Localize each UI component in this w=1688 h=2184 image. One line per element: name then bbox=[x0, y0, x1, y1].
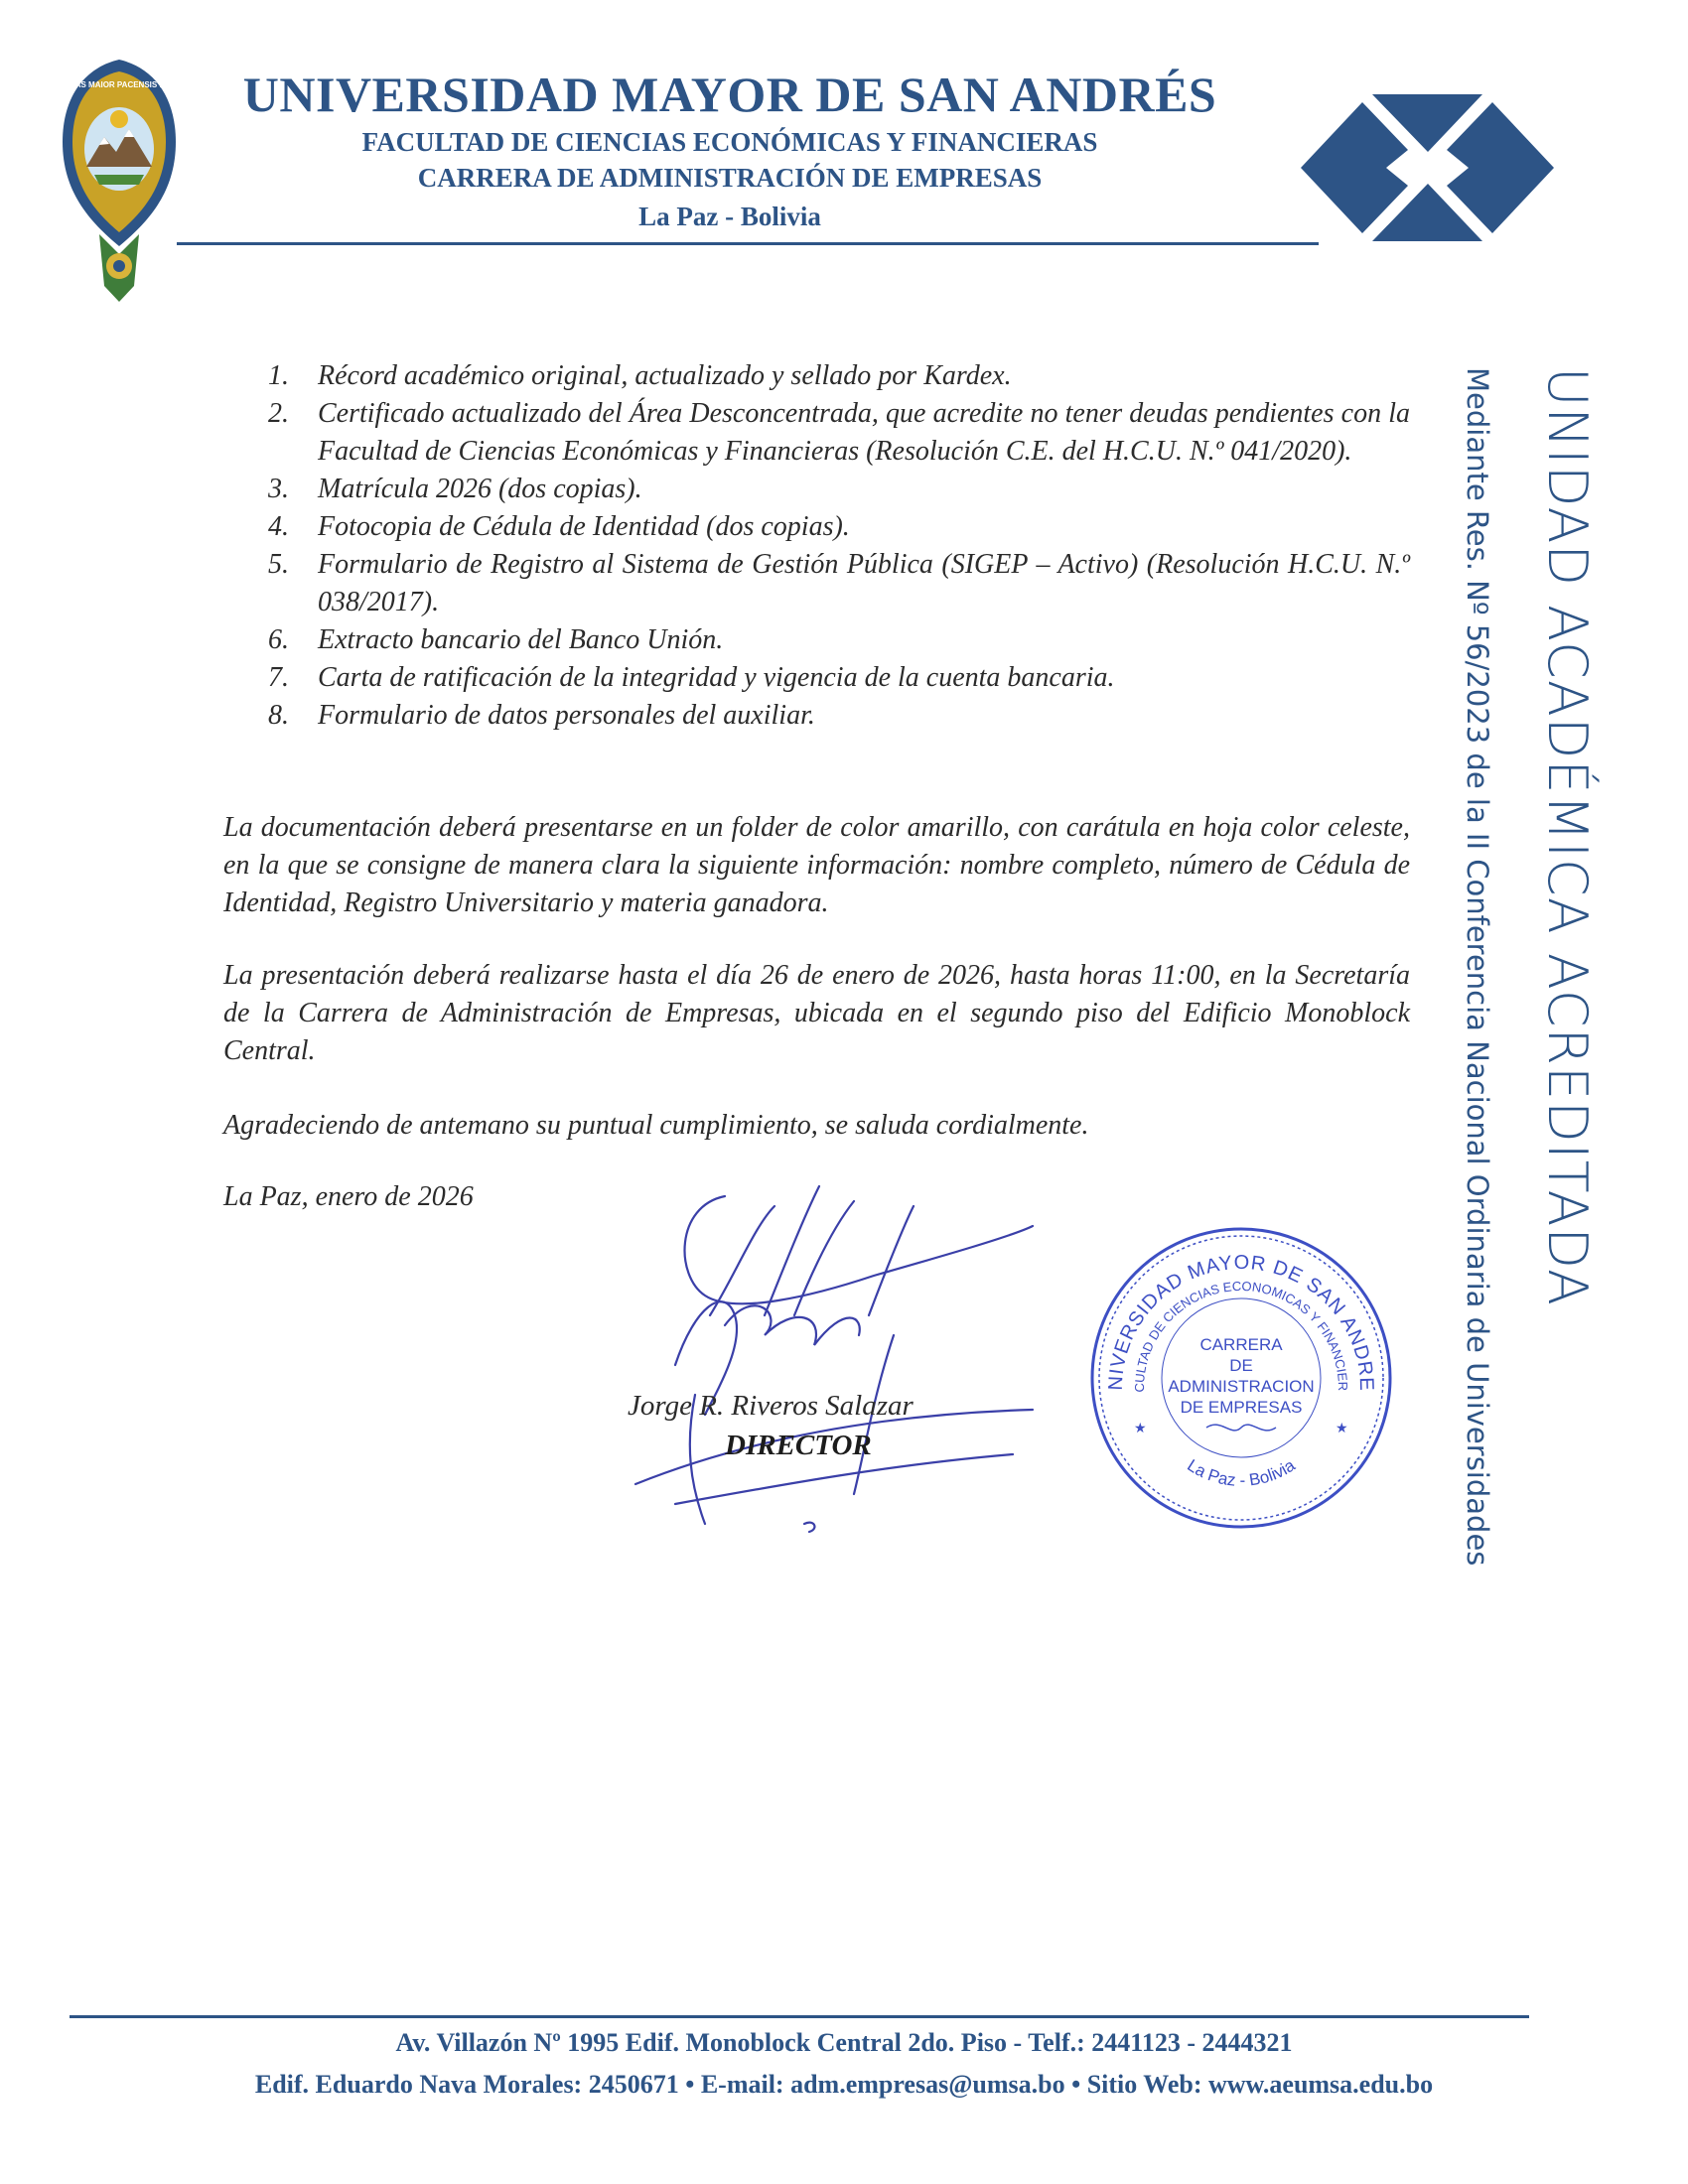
career-name: CARRERA DE ADMINISTRACIÓN DE EMPRESAS bbox=[417, 163, 1043, 193]
footer-address: Av. Villazón Nº 1995 Edif. Monoblock Central 2do. Piso - Telf.: 2441123 - 2444321 bbox=[395, 2028, 1293, 2057]
signatory-role: DIRECTOR bbox=[725, 1430, 872, 1461]
folder-instructions-paragraph: La documentación deberá presentarse en un folder de color amarillo, con carátula en hoja color celeste, en la que se consigne de manera clara la siguiente información: nombre completo, número de Cédula de Identidad, Registro Universitario y materia ganadora. bbox=[223, 812, 1410, 918]
deadline-paragraph: La presentación deberá realizarse hasta el día 26 de enero de 2026, hasta horas 11:00, en la Secretaría de la Carrera de Administración de Empresas, ubicada en el segundo piso del Edificio Monoblock Central. bbox=[223, 960, 1410, 1066]
list-text: Fotocopia de Cédula de Identidad (dos copias). bbox=[318, 511, 850, 542]
list-item bbox=[223, 621, 1410, 659]
official-stamp bbox=[1082, 1219, 1400, 1537]
list-number: 4. bbox=[268, 511, 289, 542]
footer-contacts: Edif. Eduardo Nava Morales: 2450671 • E-mail: adm.empresas@umsa.bo • Sitio Web: www.aeumsa.edu.bo bbox=[254, 2070, 1434, 2099]
list-item bbox=[223, 395, 1410, 471]
university-title: UNIVERSIDAD MAYOR DE SAN ANDRÉS bbox=[242, 67, 1217, 122]
list-number: 8. bbox=[268, 700, 289, 731]
place-date: La Paz, enero de 2026 bbox=[223, 1181, 474, 1212]
requirements-list bbox=[223, 357, 1410, 735]
stamp-center-line: DE bbox=[1229, 1356, 1253, 1375]
list-text: Formulario de datos personales del auxiliar. bbox=[318, 700, 815, 731]
header-divider bbox=[177, 242, 1319, 245]
city-label: La Paz - Bolivia bbox=[638, 202, 821, 231]
list-number: 2. bbox=[268, 398, 289, 429]
list-number: 5. bbox=[268, 549, 289, 580]
faculty-name: FACULTAD DE CIENCIAS ECONÓMICAS Y FINANCIERAS bbox=[361, 127, 1098, 157]
list-text: Carta de ratificación de la integridad y vigencia de la cuenta bancaria. bbox=[318, 662, 1115, 693]
list-text: Extracto bancario del Banco Unión. bbox=[318, 624, 724, 655]
closing-paragraph: Agradeciendo de antemano su puntual cumplimiento, se saluda cordialmente. bbox=[223, 1110, 1089, 1141]
stamp-center-line: CARRERA bbox=[1199, 1335, 1283, 1354]
signatory-name: Jorge R. Riveros Salazar bbox=[628, 1390, 914, 1422]
list-number: 1. bbox=[268, 360, 289, 391]
footer-divider bbox=[70, 2015, 1529, 2018]
list-item bbox=[223, 471, 1410, 508]
stamp-center-line: DE EMPRESAS bbox=[1180, 1398, 1303, 1417]
list-item bbox=[223, 697, 1410, 735]
stamp-inner-text: CULTAD DE CIENCIAS ECONOMICAS Y FINANCIER bbox=[1131, 1278, 1351, 1393]
accreditation-side-banner bbox=[1455, 367, 1599, 1837]
stamp-outer-text: NIVERSIDAD MAYOR DE SAN ANDRE bbox=[1104, 1251, 1378, 1392]
list-item bbox=[223, 546, 1410, 621]
list-number: 3. bbox=[268, 474, 289, 504]
list-text: Récord académico original, actualizado y sellado por Kardex. bbox=[318, 360, 1012, 391]
list-text: Certificado actualizado del Área Desconcentrada, que acredite no tener deudas pendientes con la Facultad de Ciencias Económicas y Financieras (Resolución C.E. del H.C.U. N.º 041/2020). bbox=[318, 398, 1410, 467]
list-item bbox=[223, 357, 1410, 395]
list-number: 6. bbox=[268, 624, 289, 655]
university-crest-logo bbox=[33, 58, 206, 306]
list-text: Formulario de Registro al Sistema de Gestión Pública (SIGEP – Activo) (Resolución H.C.U. N.º 038/2017). bbox=[318, 549, 1410, 617]
career-diamond-logo bbox=[1301, 94, 1554, 241]
svg-text:★: ★ bbox=[1336, 1421, 1348, 1436]
accreditation-resolution: Mediante Res. Nº 56/2023 de la II Conferencia Nacional Ordinaria de Universidades bbox=[1461, 367, 1494, 1567]
crest-motto: UNIVERSITAS MAIOR PACENSIS DIVI ANDRE bbox=[33, 80, 206, 89]
list-item bbox=[223, 508, 1410, 546]
accreditation-title: UNIDAD ACADÉMICA ACREDITADA bbox=[1536, 367, 1599, 1306]
list-number: 7. bbox=[268, 662, 289, 693]
handwritten-signature bbox=[616, 1166, 1043, 1544]
stamp-center-line: ADMINISTRACION bbox=[1168, 1377, 1315, 1396]
list-text: Matrícula 2026 (dos copias). bbox=[318, 474, 642, 504]
stamp-bottom-text: La Paz - Bolivia bbox=[1184, 1455, 1299, 1490]
list-item bbox=[223, 659, 1410, 697]
svg-text:★: ★ bbox=[1134, 1421, 1147, 1436]
